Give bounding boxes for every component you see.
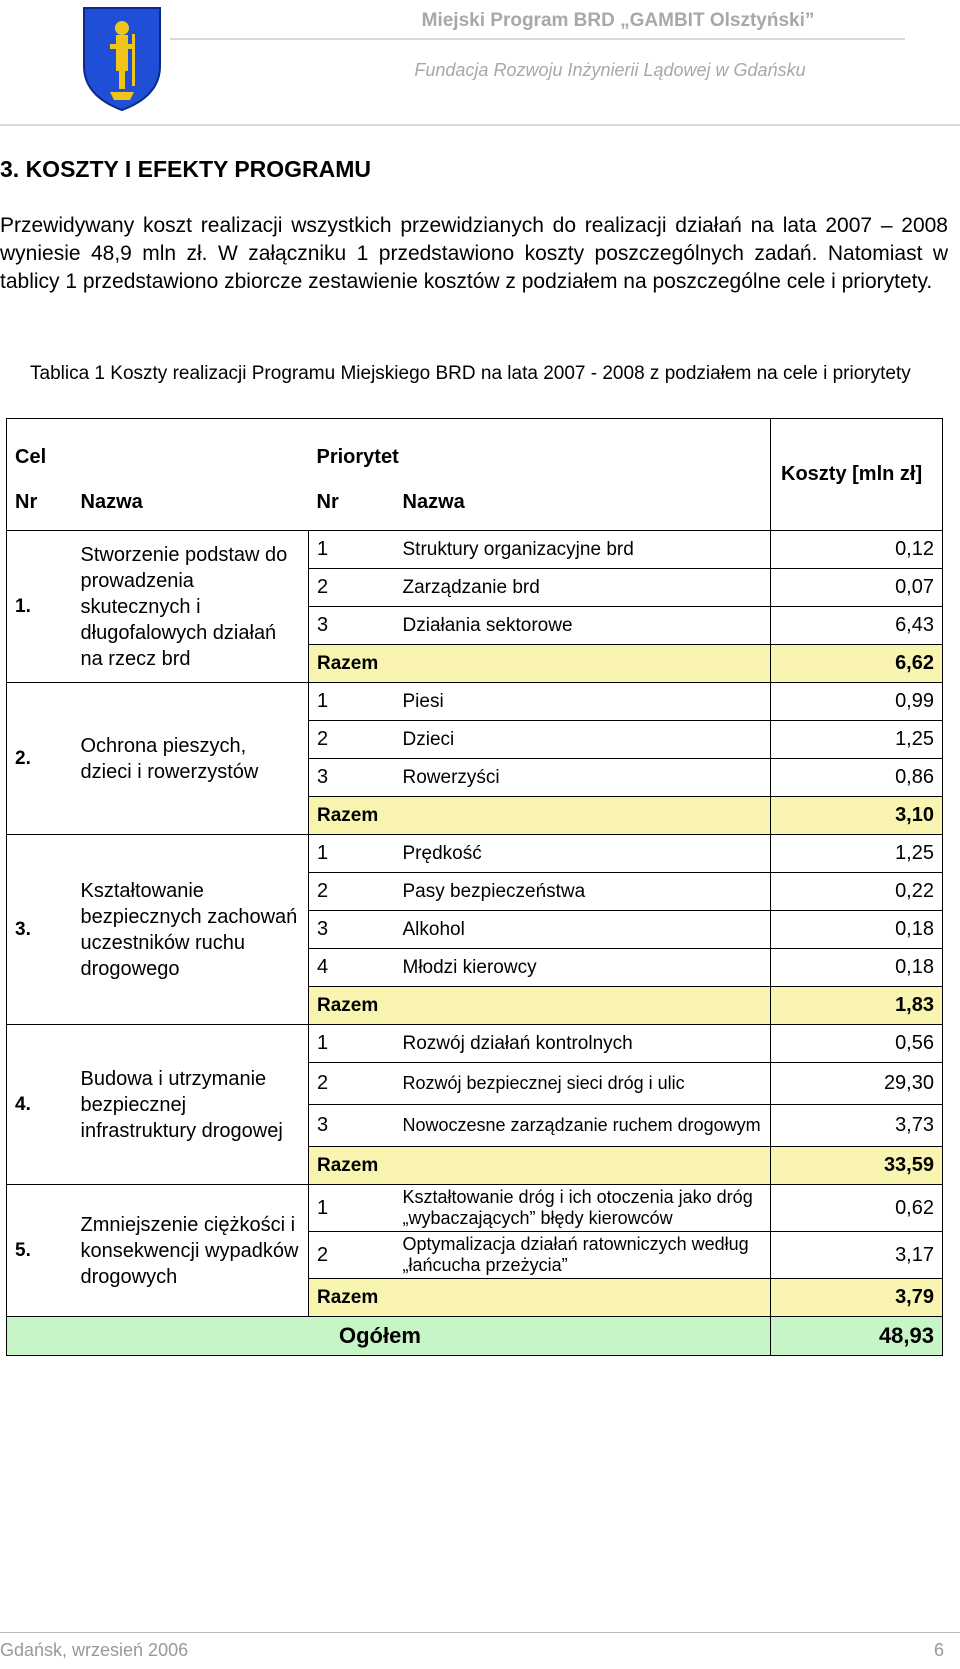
goal-name: Stworzenie podstaw do prowadzenia skutecznych i długofalowych działań na rzecz brd <box>73 531 309 683</box>
header-priority-nr: Nr <box>309 475 395 531</box>
priority-number: 2 <box>309 569 395 607</box>
priority-cost: 6,43 <box>771 607 943 645</box>
subtotal-value: 3,10 <box>771 797 943 835</box>
header-priorytet: Priorytet <box>309 419 771 475</box>
priority-cost: 1,25 <box>771 721 943 759</box>
priority-cost: 0,86 <box>771 759 943 797</box>
header-title: Miejski Program BRD „GAMBIT Olsztyński” <box>421 10 815 31</box>
priority-name: Działania sektorowe <box>395 607 771 645</box>
header-subtitle: Fundacja Rozwoju Inżynierii Lądowej w Gdańsku <box>414 60 806 80</box>
priority-cost: 3,17 <box>771 1232 943 1279</box>
priority-number: 2 <box>309 721 395 759</box>
priority-name: Rowerzyści <box>395 759 771 797</box>
goal-number: 3. <box>7 835 73 1025</box>
total-value: 48,93 <box>771 1317 943 1356</box>
priority-cost: 0,18 <box>771 911 943 949</box>
priority-name: Dzieci <box>395 721 771 759</box>
priority-row <box>7 531 943 569</box>
priority-number: 3 <box>309 911 395 949</box>
subtotal-value: 6,62 <box>771 645 943 683</box>
priority-cost: 1,25 <box>771 835 943 873</box>
priority-cost: 0,18 <box>771 949 943 987</box>
page-number: 6 <box>933 1640 944 1660</box>
priority-name: Pasy bezpieczeństwa <box>395 873 771 911</box>
header-priority-nazwa: Nazwa <box>395 475 771 531</box>
total-row <box>7 1317 943 1356</box>
header-rule-bottom <box>0 124 960 126</box>
priority-name: Piesi <box>395 683 771 721</box>
goal-number: 2. <box>7 683 73 835</box>
priority-number: 3 <box>309 759 395 797</box>
priority-cost: 3,73 <box>771 1105 943 1147</box>
priority-name: Rozwój działań kontrolnych <box>395 1025 771 1063</box>
header-koszty: Koszty [mln zł] <box>771 419 943 531</box>
priority-cost: 0,22 <box>771 873 943 911</box>
priority-number: 2 <box>309 873 395 911</box>
priority-number: 3 <box>309 607 395 645</box>
subtotal-label: Razem <box>309 1279 771 1317</box>
priority-cost: 0,99 <box>771 683 943 721</box>
goal-number: 1. <box>7 531 73 683</box>
priority-number: 4 <box>309 949 395 987</box>
priority-name: Zarządzanie brd <box>395 569 771 607</box>
priority-number: 1 <box>309 1025 395 1063</box>
priority-cost: 0,07 <box>771 569 943 607</box>
city-crest-logo <box>80 4 164 114</box>
priority-name: Optymalizacja działań ratowniczych według „łańcucha przeżycia” <box>395 1232 771 1279</box>
priority-name: Alkohol <box>395 911 771 949</box>
subtotal-value: 33,59 <box>771 1147 943 1185</box>
header-cel: Cel <box>7 419 309 475</box>
priority-number: 1 <box>309 1185 395 1232</box>
subtotal-label: Razem <box>309 987 771 1025</box>
subtotal-value: 1,83 <box>771 987 943 1025</box>
goal-name: Ochrona pieszych, dzieci i rowerzystów <box>73 683 309 835</box>
priority-cost: 0,62 <box>771 1185 943 1232</box>
subtotal-label: Razem <box>309 797 771 835</box>
header-nr: Nr <box>7 475 73 531</box>
goal-name: Kształtowanie bezpiecznych zachowań uczestników ruchu drogowego <box>73 835 309 1025</box>
goal-number: 4. <box>7 1025 73 1185</box>
subtotal-label: Razem <box>309 645 771 683</box>
table-caption: Tablica 1 Koszty realizacji Programu Miejskiego BRD na lata 2007 - 2008 z podziałem na cele i priorytety <box>30 363 911 384</box>
priority-name: Rozwój bezpiecznej sieci dróg i ulic <box>395 1063 771 1105</box>
priority-row <box>7 683 943 721</box>
header-nazwa: Nazwa <box>73 475 309 531</box>
subtotal-value: 3,79 <box>771 1279 943 1317</box>
priority-name: Struktury organizacyjne brd <box>395 531 771 569</box>
section-title: 3. KOSZTY I EFEKTY PROGRAMU <box>0 156 372 182</box>
priority-cost: 0,56 <box>771 1025 943 1063</box>
footer-rule <box>0 1632 960 1633</box>
priority-cost: 29,30 <box>771 1063 943 1105</box>
priority-name: Młodzi kierowcy <box>395 949 771 987</box>
goal-number: 5. <box>7 1185 73 1317</box>
goal-name: Budowa i utrzymanie bezpiecznej infrastruktury drogowej <box>73 1025 309 1185</box>
priority-number: 1 <box>309 683 395 721</box>
intro-paragraph: Przewidywany koszt realizacji wszystkich przewidzianych do realizacji działań na lata 2007 – 2008 wyniesie 48,9 mln zł. W załączniku 1 przedstawiono koszty poszczególnych zadań. Natomiast w tablicy 1 przedstawiono zbiorcze zestawienie kosztów z podziałem na poszczególne cele i priorytety. <box>0 214 948 293</box>
priority-row <box>7 1185 943 1232</box>
priority-name: Kształtowanie dróg i ich otoczenia jako dróg „wybaczających” błędy kierowców <box>395 1185 771 1232</box>
total-label: Ogółem <box>7 1317 771 1356</box>
priority-cost: 0,12 <box>771 531 943 569</box>
subtotal-label: Razem <box>309 1147 771 1185</box>
header-rule-top <box>170 38 905 40</box>
priority-row <box>7 1025 943 1063</box>
priority-number: 2 <box>309 1063 395 1105</box>
footer-place-date: Gdańsk, wrzesień 2006 <box>0 1640 189 1660</box>
priority-name: Prędkość <box>395 835 771 873</box>
goal-name: Zmniejszenie ciężkości i konsekwencji wypadków drogowych <box>73 1185 309 1317</box>
priority-number: 2 <box>309 1232 395 1279</box>
priority-number: 3 <box>309 1105 395 1147</box>
priority-number: 1 <box>309 835 395 873</box>
priority-row <box>7 835 943 873</box>
cost-table <box>6 418 942 1356</box>
priority-number: 1 <box>309 531 395 569</box>
priority-name: Nowoczesne zarządzanie ruchem drogowym <box>395 1105 771 1147</box>
